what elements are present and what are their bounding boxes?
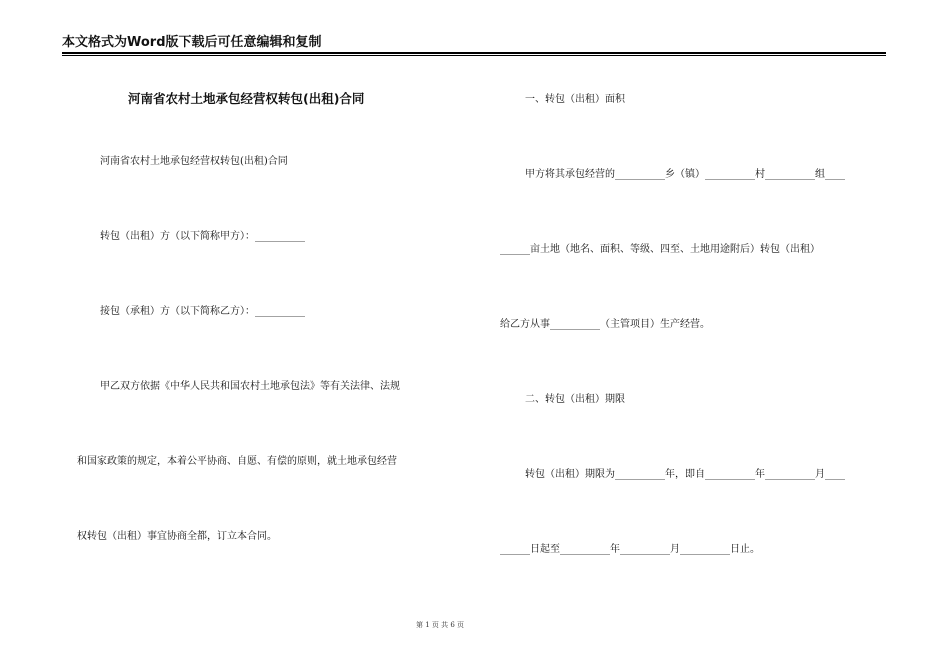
- area-line-3: 给乙方从事__________（主管项目）生产经营。: [500, 319, 710, 330]
- contract-name-line: 河南省农村土地承包经营权转包(出租)合同: [100, 156, 288, 167]
- contract-title: 河南省农村土地承包经营权转包(出租)合同: [128, 91, 365, 106]
- preamble-line-2: 和国家政策的规定，本着公平协商、自愿、有偿的原则，就土地承包经营: [77, 456, 397, 467]
- party-b-line: 接包（承租）方（以下简称乙方）：__________: [100, 306, 305, 317]
- area-line-2: ______亩土地（地名、面积、等级、四至、土地用途附后）转包（出租）: [500, 244, 820, 255]
- party-a-line: 转包（出租）方（以下简称甲方）：__________: [100, 231, 305, 242]
- page-number: 第 1 页 共 6 页: [415, 621, 465, 629]
- section-heading-area: 一、转包（出租）面积: [525, 94, 625, 105]
- header-divider-thin: [62, 55, 886, 56]
- preamble-line-1: 甲乙双方依据《中华人民共和国农村土地承包法》等有关法律、法规: [100, 381, 400, 392]
- area-line-1: 甲方将其承包经营的__________乡（镇）__________村__________组____: [525, 169, 845, 180]
- header-divider: [62, 52, 886, 54]
- section-heading-term: 二、转包（出租）期限: [525, 394, 625, 405]
- term-line-1: 转包（出租）期限为__________年，即自__________年__________月____: [525, 469, 845, 480]
- term-line-2: ______日起至__________年__________月__________日止。: [500, 544, 760, 555]
- document-banner: 本文格式为Word版下载后可任意编辑和复制: [62, 35, 322, 50]
- preamble-line-3: 权转包（出租）事宜协商全都，订立本合同。: [77, 531, 277, 542]
